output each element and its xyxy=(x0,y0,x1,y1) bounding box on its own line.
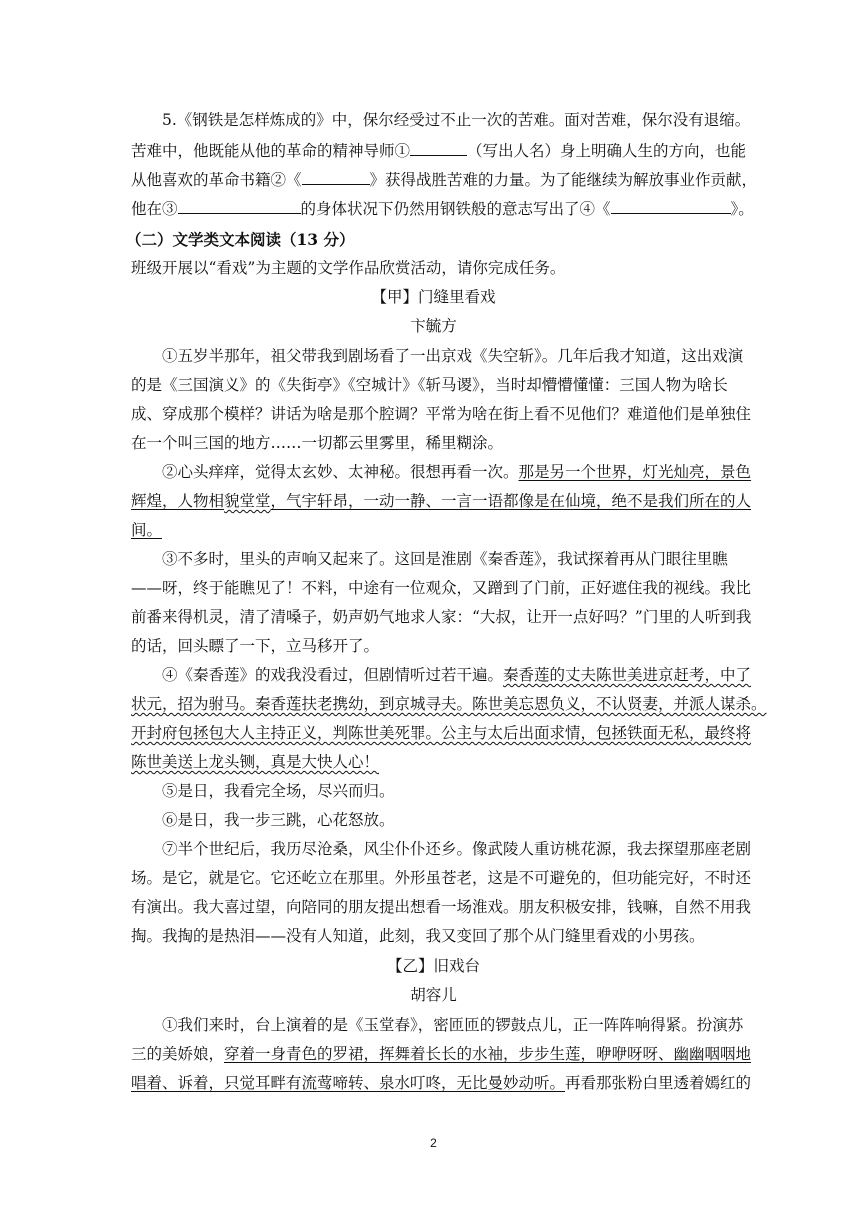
jia-p3-line-2: ——呀，终于能瞧见了！不料，中途有一位观众，又蹭到了门前，正好遮住我的视线。我比 xyxy=(131,579,752,597)
answer-blank-4[interactable] xyxy=(611,197,731,214)
q5-line-1 xyxy=(131,110,751,130)
wavy-underlined-text: 状元，招为驸马。秦香莲扶老携幼，到京城寻夫。陈世美忘恩负义，不认贤妻，并派人谋杀。 xyxy=(131,695,767,713)
q5-line-2 xyxy=(131,139,747,161)
wavy-underlined-text: 开封府包拯包大人主持正义，判陈世美死罪。公主与太后出面求情，包拯铁面无私，最终将 xyxy=(131,724,752,742)
jia-p4-line-4 xyxy=(131,752,736,772)
underlined-text: ，气宇轩昂，一动一静、一言一语都像是在仙境，绝不是我们所在的人 xyxy=(270,492,752,510)
answer-blank-1[interactable] xyxy=(410,139,467,156)
underlined-text: 穿着一身青色的罗裙，挥舞着长长的水袖，步步生莲，咿咿呀呀、幽幽咽咽地 xyxy=(224,1045,752,1063)
jia-p7-line-3: 有演出。我大喜过望，向陪同的朋友提出想看一场淮戏。朋友积极安排，钱嘛，自然不用我 xyxy=(131,898,752,916)
passage-author-yi: 胡容儿 xyxy=(410,986,457,1004)
q5-text: 5.《钢铁是怎样炼成的》中，保尔经受过不止一次的苦难。面对苦难，保尔没有退缩。 xyxy=(162,111,751,129)
passage-title-jia: 【甲】门缝里看戏 xyxy=(371,288,496,306)
q5-text: 》。 xyxy=(730,200,754,218)
jia-p7-line-4: 掏。我掏的是热泪——没有人知道，此刻，我又变回了那个从门缝里看戏的小男孩。 xyxy=(131,927,705,945)
jia-p3-line-4: 的话，回头瞟了一下，立马移开了。 xyxy=(131,637,380,655)
plain-text: 再看那张粉白里透着嫣红的 xyxy=(565,1074,752,1092)
q5-text: 》获得战胜苦难的力量。为了能继续为解放事业作贡献， xyxy=(369,171,758,189)
jia-p4-line-1 xyxy=(131,665,752,685)
jia-p2-line-1 xyxy=(131,462,752,482)
passage-title-yi: 【乙】旧戏台 xyxy=(386,957,480,975)
underlined-text: 辉煌，人物相 xyxy=(131,492,225,510)
jia-p1-line-4: 在一个叫三国的地方……一切都云里雾里，稀里糊涂。 xyxy=(131,434,504,452)
q5-text: 的身体状况下仍然用钢铁般的意志写出了④《 xyxy=(300,200,611,218)
jia-p1-line-2: 的是《三国演义》的《失街亭》《空城计》《斩马谡》，当时却懵懵懂懂：三国人物为啥长 xyxy=(131,376,728,394)
answer-blank-3[interactable] xyxy=(178,197,301,214)
q5-text: 苦难中，他既能从他的革命的精神导师① xyxy=(131,142,411,160)
section-intro: 班级开展以“看戏”为主题的文学作品欣赏活动，请你完成任务。 xyxy=(131,259,566,277)
yi-p1-line-3 xyxy=(131,1073,752,1093)
q5-text: （写出人名）身上明确人生的方向，也能 xyxy=(467,142,747,160)
page-number: 2 xyxy=(430,1136,437,1150)
jia-p4-line-3 xyxy=(131,723,752,743)
q5-text: 从他喜欢的革命书籍②《 xyxy=(131,171,302,189)
q5-line-4 xyxy=(131,197,754,219)
jia-p1-line-1: ①五岁半那年，祖父带我到剧场看了一出京戏《失空斩》。几年后我才知道，这出戏演 xyxy=(162,347,744,365)
jia-p7-line-1: ⑦半个世纪后，我历尽沧桑，风尘仆仆还乡。像武陵人重访桃花源，我去探望那座老剧 xyxy=(162,840,752,858)
underlined-text: 那是另一个世界，灯光灿亮，景色 xyxy=(518,463,752,481)
answer-blank-2[interactable] xyxy=(302,168,370,185)
underlined-text: 唱着、诉着，只觉耳畔有流莺啼转、泉水叮咚，无比曼妙动听。 xyxy=(131,1074,566,1092)
jia-p3-line-3: 前番来得机灵，清了清嗓子，奶声奶气地求人家：“大叔，让开一点好吗？”门里的人听到我 xyxy=(131,608,752,626)
jia-p3-line-1: ③不多时，里头的声响又起来了。这回是淮剧《秦香莲》，我试探着再从门眼往里瞧 xyxy=(162,550,728,568)
yi-p1-line-1: ①我们来时，台上演着的是《玉堂春》，密匝匝的锣鼓点儿，正一阵阵响得紧。扮演苏 xyxy=(162,1016,744,1034)
jia-p6: ⑥是日，我一步三跳，心花怒放。 xyxy=(162,811,395,829)
plain-text: 三的美娇娘， xyxy=(131,1045,225,1063)
wavy-underlined-text: 秦香莲的丈夫陈世美进京赶考，中了 xyxy=(503,666,752,684)
jia-p5: ⑤是日，我看完全场，尽兴而归。 xyxy=(162,782,395,800)
passage-author-jia: 卞毓方 xyxy=(410,317,457,335)
yi-p1-line-2 xyxy=(131,1044,752,1064)
jia-p7-line-2: 场。是它，就是它。它还屹立在那里。外形虽苍老，这是不可避免的，但功能完好，不时还 xyxy=(131,869,752,887)
plain-text: ④《秦香莲》的戏我没看过，但剧情听过若干遍。 xyxy=(162,666,504,684)
section-heading: （二）文学类文本阅读（13 分） xyxy=(126,230,355,249)
jia-p2-line-2 xyxy=(131,491,752,511)
q5-text: 他在③ xyxy=(131,200,178,218)
wavy-underlined-word: 貌堂堂 xyxy=(224,492,271,510)
underlined-text: 间。 xyxy=(131,521,163,539)
wavy-underlined-text: 陈世美送上龙头铡，真是大快人心！ xyxy=(131,753,380,771)
jia-p4-line-2 xyxy=(131,694,767,714)
jia-p2-line-3 xyxy=(131,520,736,540)
jia-p1-line-3: 成、穿成那个模样？讲话为啥是那个腔调？平常为啥在街上看不见他们？难道他们是单独住 xyxy=(131,405,752,423)
q5-line-3 xyxy=(131,168,758,190)
plain-text: ②心头痒痒，觉得太玄妙、太神秘。很想再看一次。 xyxy=(162,463,519,481)
